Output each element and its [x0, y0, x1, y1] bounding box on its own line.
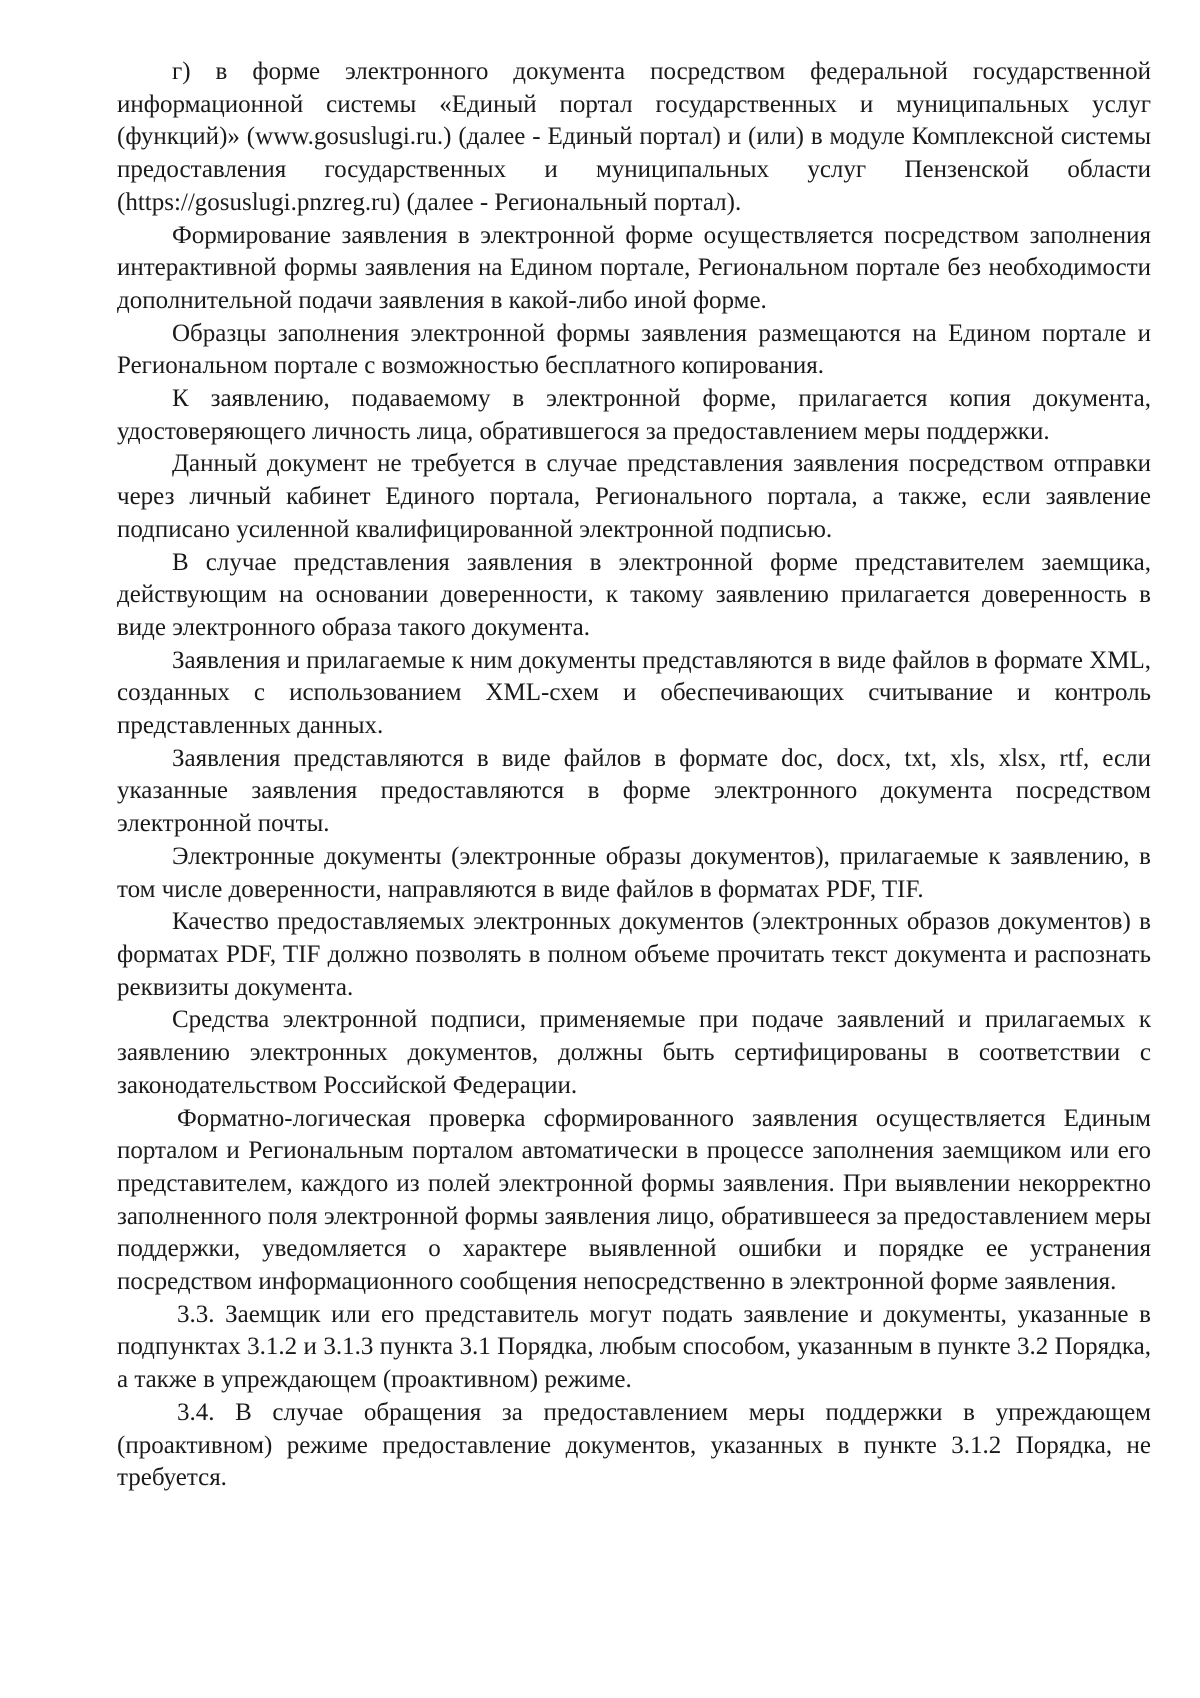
paragraph-g-electronic-form: г) в форме электронного документа посредством федеральной государственной информационной системы «Единый портал государственных и муниципальных услуг (функций)» (www.gosuslugi.ru.) (далее - Единый портал) и (или) в модуле Комплексной системы предоставления государственных и муниципальных услуг Пензенской области (https://gosuslugi.pnzreg.ru) (далее - Региональный портал). — [117, 58, 1151, 216]
paragraph-quality: Качество предоставляемых электронных документов (электронных образов документов) в форматах PDF, TIF должно позволять в полном объеме прочитать текст документа и распознать реквизиты документа. — [117, 908, 1151, 1001]
paragraph-form-creation: Формирование заявления в электронной форме осуществляется посредством заполнения интерактивной формы заявления на Едином портале, Региональном портале без необходимости дополнительной подачи заявления в какой-либо иной форме. — [117, 221, 1151, 314]
paragraph-3-4: 3.4. В случае обращения за предоставлением меры поддержки в упреждающем (проактивном) режиме предоставление документов, указанных в пункте 3.1.2 Порядка, не требуется. — [117, 1398, 1151, 1492]
paragraph-xml-format: Заявления и прилагаемые к ним документы представляются в виде файлов в формате XML, созданных с использованием XML-схем и обеспечивающих считывание и контроль представленных данных. — [117, 646, 1151, 740]
paragraph-representative: В случае представления заявления в электронной форме представителем заемщика, действующим на основании доверенности, к такому заявлению прилагается доверенность в виде электронного образа такого документа. — [117, 548, 1151, 641]
paragraph-doc-formats: Заявления представляются в виде файлов в формате doc, docx, txt, xls, xlsx, rtf, если указанные заявления предоставляются в форме электронного документа посредством электронной почты. — [117, 744, 1151, 838]
paragraph-format-check: Форматно-логическая проверка сформированного заявления осуществляется Единым порталом и Региональным порталом автоматически в процессе заполнения заемщиком или его представителем, каждого из полей электронной формы заявления. При выявлении некорректно заполненного поля электронной формы заявления лицо, обратившееся за предоставлением меры поддержки, уведомляется о характере выявленной ошибки и порядке ее устранения посредством информационного сообщения непосредственно в электронной форме заявления. — [117, 1104, 1151, 1296]
document-page — [117, 56, 1151, 1495]
paragraph-pdf-tif: Электронные документы (электронные образы документов), прилагаемые к заявлению, в том числе доверенности, направляются в виде файлов в форматах PDF, TIF. — [117, 842, 1151, 903]
paragraph-identity-copy: К заявлению, подаваемому в электронной форме, прилагается копия документа, удостоверяющего личность лица, обратившегося за предоставлением меры поддержки. — [117, 385, 1151, 445]
paragraph-samples: Образцы заполнения электронной формы заявления размещаются на Едином портале и Региональном портале с возможностью бесплатного копирования. — [117, 319, 1151, 380]
paragraph-not-required: Данный документ не требуется в случае представления заявления посредством отправки через личный кабинет Единого портала, Регионального портала, а также, если заявление подписано усиленной квалифицированной электронной подписью. — [117, 450, 1151, 543]
paragraph-signature-tools: Средства электронной подписи, применяемые при подаче заявлений и прилагаемых к заявлению электронных документов, должны быть сертифицированы в соответствии с законодательством Российской Федерации. — [117, 1006, 1151, 1099]
paragraph-3-3: 3.3. Заемщик или его представитель могут подать заявление и документы, указанные в подпунктах 3.1.2 и 3.1.3 пункта 3.1 Порядка, любым способом, указанным в пункте 3.2 Порядка, а также в упреждающем (проактивном) режиме. — [117, 1300, 1151, 1394]
